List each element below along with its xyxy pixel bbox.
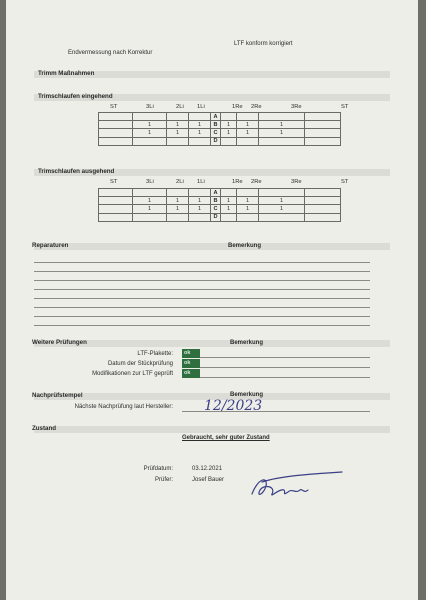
pruefer-value: Josef Bauer: [192, 477, 225, 483]
table-row: D: [99, 213, 341, 221]
pruefungen-title: Weitere Prüfungen: [32, 339, 87, 346]
signature-image: [250, 468, 346, 504]
col-header: 1Re: [232, 179, 243, 185]
table-row: 1 1 1 C 1 1 1: [99, 129, 341, 137]
table-row: 1 1 1 B 1 1 1: [99, 197, 341, 205]
reparaturen-bemerkung: Bemerkung: [228, 243, 262, 249]
col-header: ST: [341, 179, 349, 185]
pruefungen-band: [34, 340, 390, 347]
stempel-label: Nächste Nachprüfung laut Hersteller:: [74, 404, 173, 410]
col-header: 3Li: [146, 104, 154, 110]
table-row: 1 1 1 C 1 1 1: [99, 205, 341, 213]
col-header: 2Li: [176, 179, 184, 185]
pruefung-value: ok: [182, 349, 200, 358]
col-header: ST: [110, 179, 118, 185]
pruefer-label: Prüfer:: [154, 477, 173, 483]
col-header: 2Re: [251, 179, 262, 185]
table-row: 1 1 1 B 1 1 1: [99, 121, 341, 129]
col-header: 2Re: [251, 104, 262, 110]
zustand-title: Zustand: [32, 425, 57, 432]
table-row: A: [99, 189, 341, 197]
col-header: 2Li: [176, 104, 184, 110]
pruefung-label: Modifikationen zur LTF geprüft: [92, 371, 173, 377]
table-row: D: [99, 137, 341, 145]
col-header: 3Li: [146, 179, 154, 185]
reparaturen-band: [34, 243, 390, 250]
pruefdatum-value: 03.12.2021: [192, 466, 223, 472]
pruefungen-bemerkung: Bemerkung: [230, 340, 264, 346]
header-right: LTF konform korrigiert: [234, 41, 293, 47]
stempel-value: 12/2023: [204, 398, 263, 414]
col-header: 3Re: [291, 104, 302, 110]
pruefung-label: LTF-Plakette:: [137, 351, 173, 357]
eingehend-table: [98, 112, 341, 146]
col-header: 1Re: [232, 104, 243, 110]
table-row: A: [99, 113, 341, 121]
col-header: 1Li: [197, 104, 205, 110]
pruefung-value: ok: [182, 359, 200, 368]
reparaturen-title: Reparaturen: [32, 242, 69, 249]
zustand-value: Gebraucht, sehr guter Zustand: [182, 435, 270, 441]
stempel-title: Nachprüfstempel: [32, 392, 83, 399]
pruefung-value: ok: [182, 369, 200, 378]
ausgehend-title: Trimschlaufen ausgehend: [38, 168, 115, 175]
stempel-bemerkung: Bemerkung: [230, 392, 264, 398]
header-left: Endvermessung nach Korrektur: [68, 50, 153, 56]
col-header: 3Re: [291, 179, 302, 185]
col-header: 1Li: [197, 179, 205, 185]
trimm-title: Trimm Maßnahmen: [38, 70, 95, 77]
pruefdatum-label: Prüfdatum:: [143, 466, 173, 472]
document-page: [6, 0, 418, 600]
zustand-band: [34, 426, 390, 433]
ausgehend-table: [98, 188, 341, 222]
col-header: ST: [110, 104, 118, 110]
col-header: ST: [341, 104, 349, 110]
eingehend-title: Trimschlaufen eingehend: [38, 93, 113, 100]
pruefung-label: Datum der Stückprüfung: [107, 361, 173, 367]
